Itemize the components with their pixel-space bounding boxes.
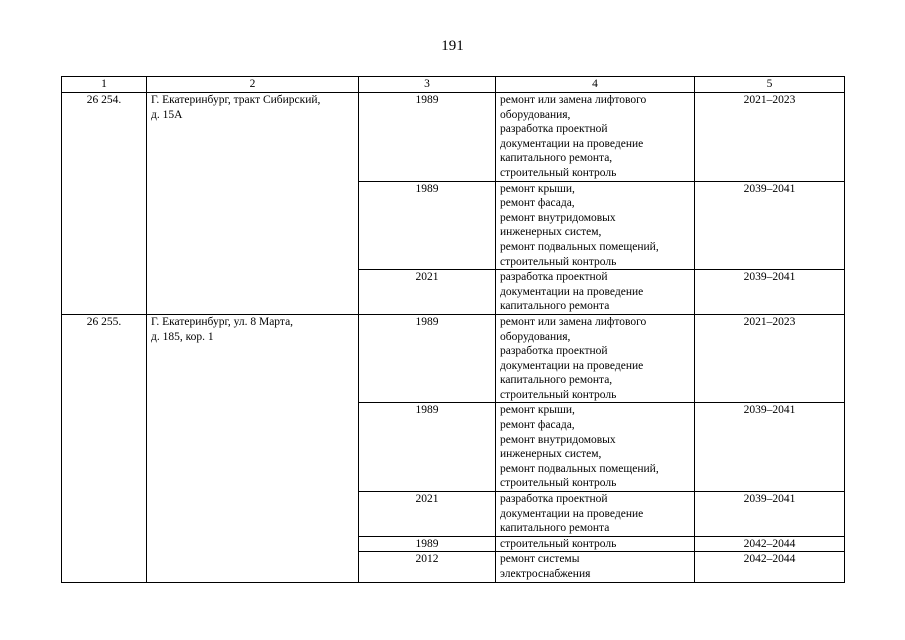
work-line: строительный контроль — [500, 255, 617, 268]
work-line: ремонт подвальных помещений, — [500, 462, 659, 475]
year-cell: 1989 — [359, 93, 496, 182]
table-row — [62, 93, 845, 182]
work-description-cell — [496, 536, 695, 552]
period-cell: 2039–2041 — [695, 270, 845, 315]
work-line: документации на проведение — [500, 359, 644, 372]
work-line: ремонт крыши, — [500, 182, 575, 195]
column-header-4: 4 — [496, 77, 695, 93]
work-line: ремонт фасада, — [500, 419, 575, 432]
row-number: 26 255. — [62, 314, 147, 582]
work-line: документации на проведение — [500, 285, 644, 298]
year-cell: 2021 — [359, 492, 496, 537]
table-row — [62, 314, 845, 403]
period-cell: 2039–2041 — [695, 181, 845, 270]
period-cell: 2021–2023 — [695, 93, 845, 182]
work-description-cell — [496, 181, 695, 270]
work-line: капитального ремонта, — [500, 152, 613, 165]
work-line: оборудования, — [500, 108, 571, 121]
work-line: капитального ремонта — [500, 300, 610, 313]
column-header-5: 5 — [695, 77, 845, 93]
work-line: разработка проектной — [500, 123, 608, 136]
page-number: 191 — [441, 38, 464, 54]
work-description-cell — [496, 552, 695, 582]
work-line: капитального ремонта — [500, 522, 610, 535]
year-cell: 1989 — [359, 181, 496, 270]
table-header-row — [62, 77, 845, 93]
work-line: ремонт подвальных помещений, — [500, 240, 659, 253]
address-cell — [147, 93, 359, 315]
year-cell: 1989 — [359, 314, 496, 403]
work-description-cell — [496, 270, 695, 315]
column-header-1: 1 — [62, 77, 147, 93]
period-cell: 2039–2041 — [695, 403, 845, 492]
column-header-2: 2 — [147, 77, 359, 93]
period-cell: 2042–2044 — [695, 536, 845, 552]
work-description-cell — [496, 492, 695, 537]
work-line: ремонт или замена лифтового — [500, 94, 647, 106]
work-line: ремонт фасада, — [500, 197, 575, 210]
work-line: оборудования, — [500, 330, 571, 343]
work-line: электроснабжения — [500, 568, 591, 580]
period-cell: 2042–2044 — [695, 552, 845, 582]
work-line: капитального ремонта, — [500, 374, 613, 387]
work-line: строительный контроль — [500, 388, 617, 401]
work-line: ремонт или замена лифтового — [500, 315, 647, 328]
year-cell: 1989 — [359, 536, 496, 552]
work-description-cell — [496, 93, 695, 182]
address-line: д. 15А — [151, 108, 183, 121]
work-line: разработка проектной — [500, 271, 608, 284]
year-cell: 1989 — [359, 403, 496, 492]
work-line: ремонт внутридомовых — [500, 211, 616, 224]
work-line: разработка проектной — [500, 493, 608, 506]
work-line: документации на проведение — [500, 137, 644, 150]
address-line: д. 185, кор. 1 — [151, 330, 214, 343]
work-line: ремонт системы — [500, 553, 580, 566]
repair-schedule-table — [61, 76, 845, 583]
work-line: строительный контроль — [500, 537, 617, 550]
year-cell: 2012 — [359, 552, 496, 582]
period-cell: 2021–2023 — [695, 314, 845, 403]
work-line: инженерных систем, — [500, 448, 602, 461]
period-cell: 2039–2041 — [695, 492, 845, 537]
work-line: строительный контроль — [500, 166, 617, 179]
address-cell — [147, 314, 359, 582]
column-header-3: 3 — [359, 77, 496, 93]
work-description-cell — [496, 403, 695, 492]
work-line: инженерных систем, — [500, 226, 602, 239]
work-description-cell — [496, 314, 695, 403]
address-line: Г. Екатеринбург, тракт Сибирский, — [151, 94, 321, 106]
work-line: разработка проектной — [500, 345, 608, 358]
year-cell: 2021 — [359, 270, 496, 315]
work-line: строительный контроль — [500, 477, 617, 490]
address-line: Г. Екатеринбург, ул. 8 Марта, — [151, 315, 294, 328]
row-number: 26 254. — [62, 93, 147, 315]
work-line: документации на проведение — [500, 507, 644, 520]
work-line: ремонт крыши, — [500, 404, 575, 417]
work-line: ремонт внутридомовых — [500, 433, 616, 446]
